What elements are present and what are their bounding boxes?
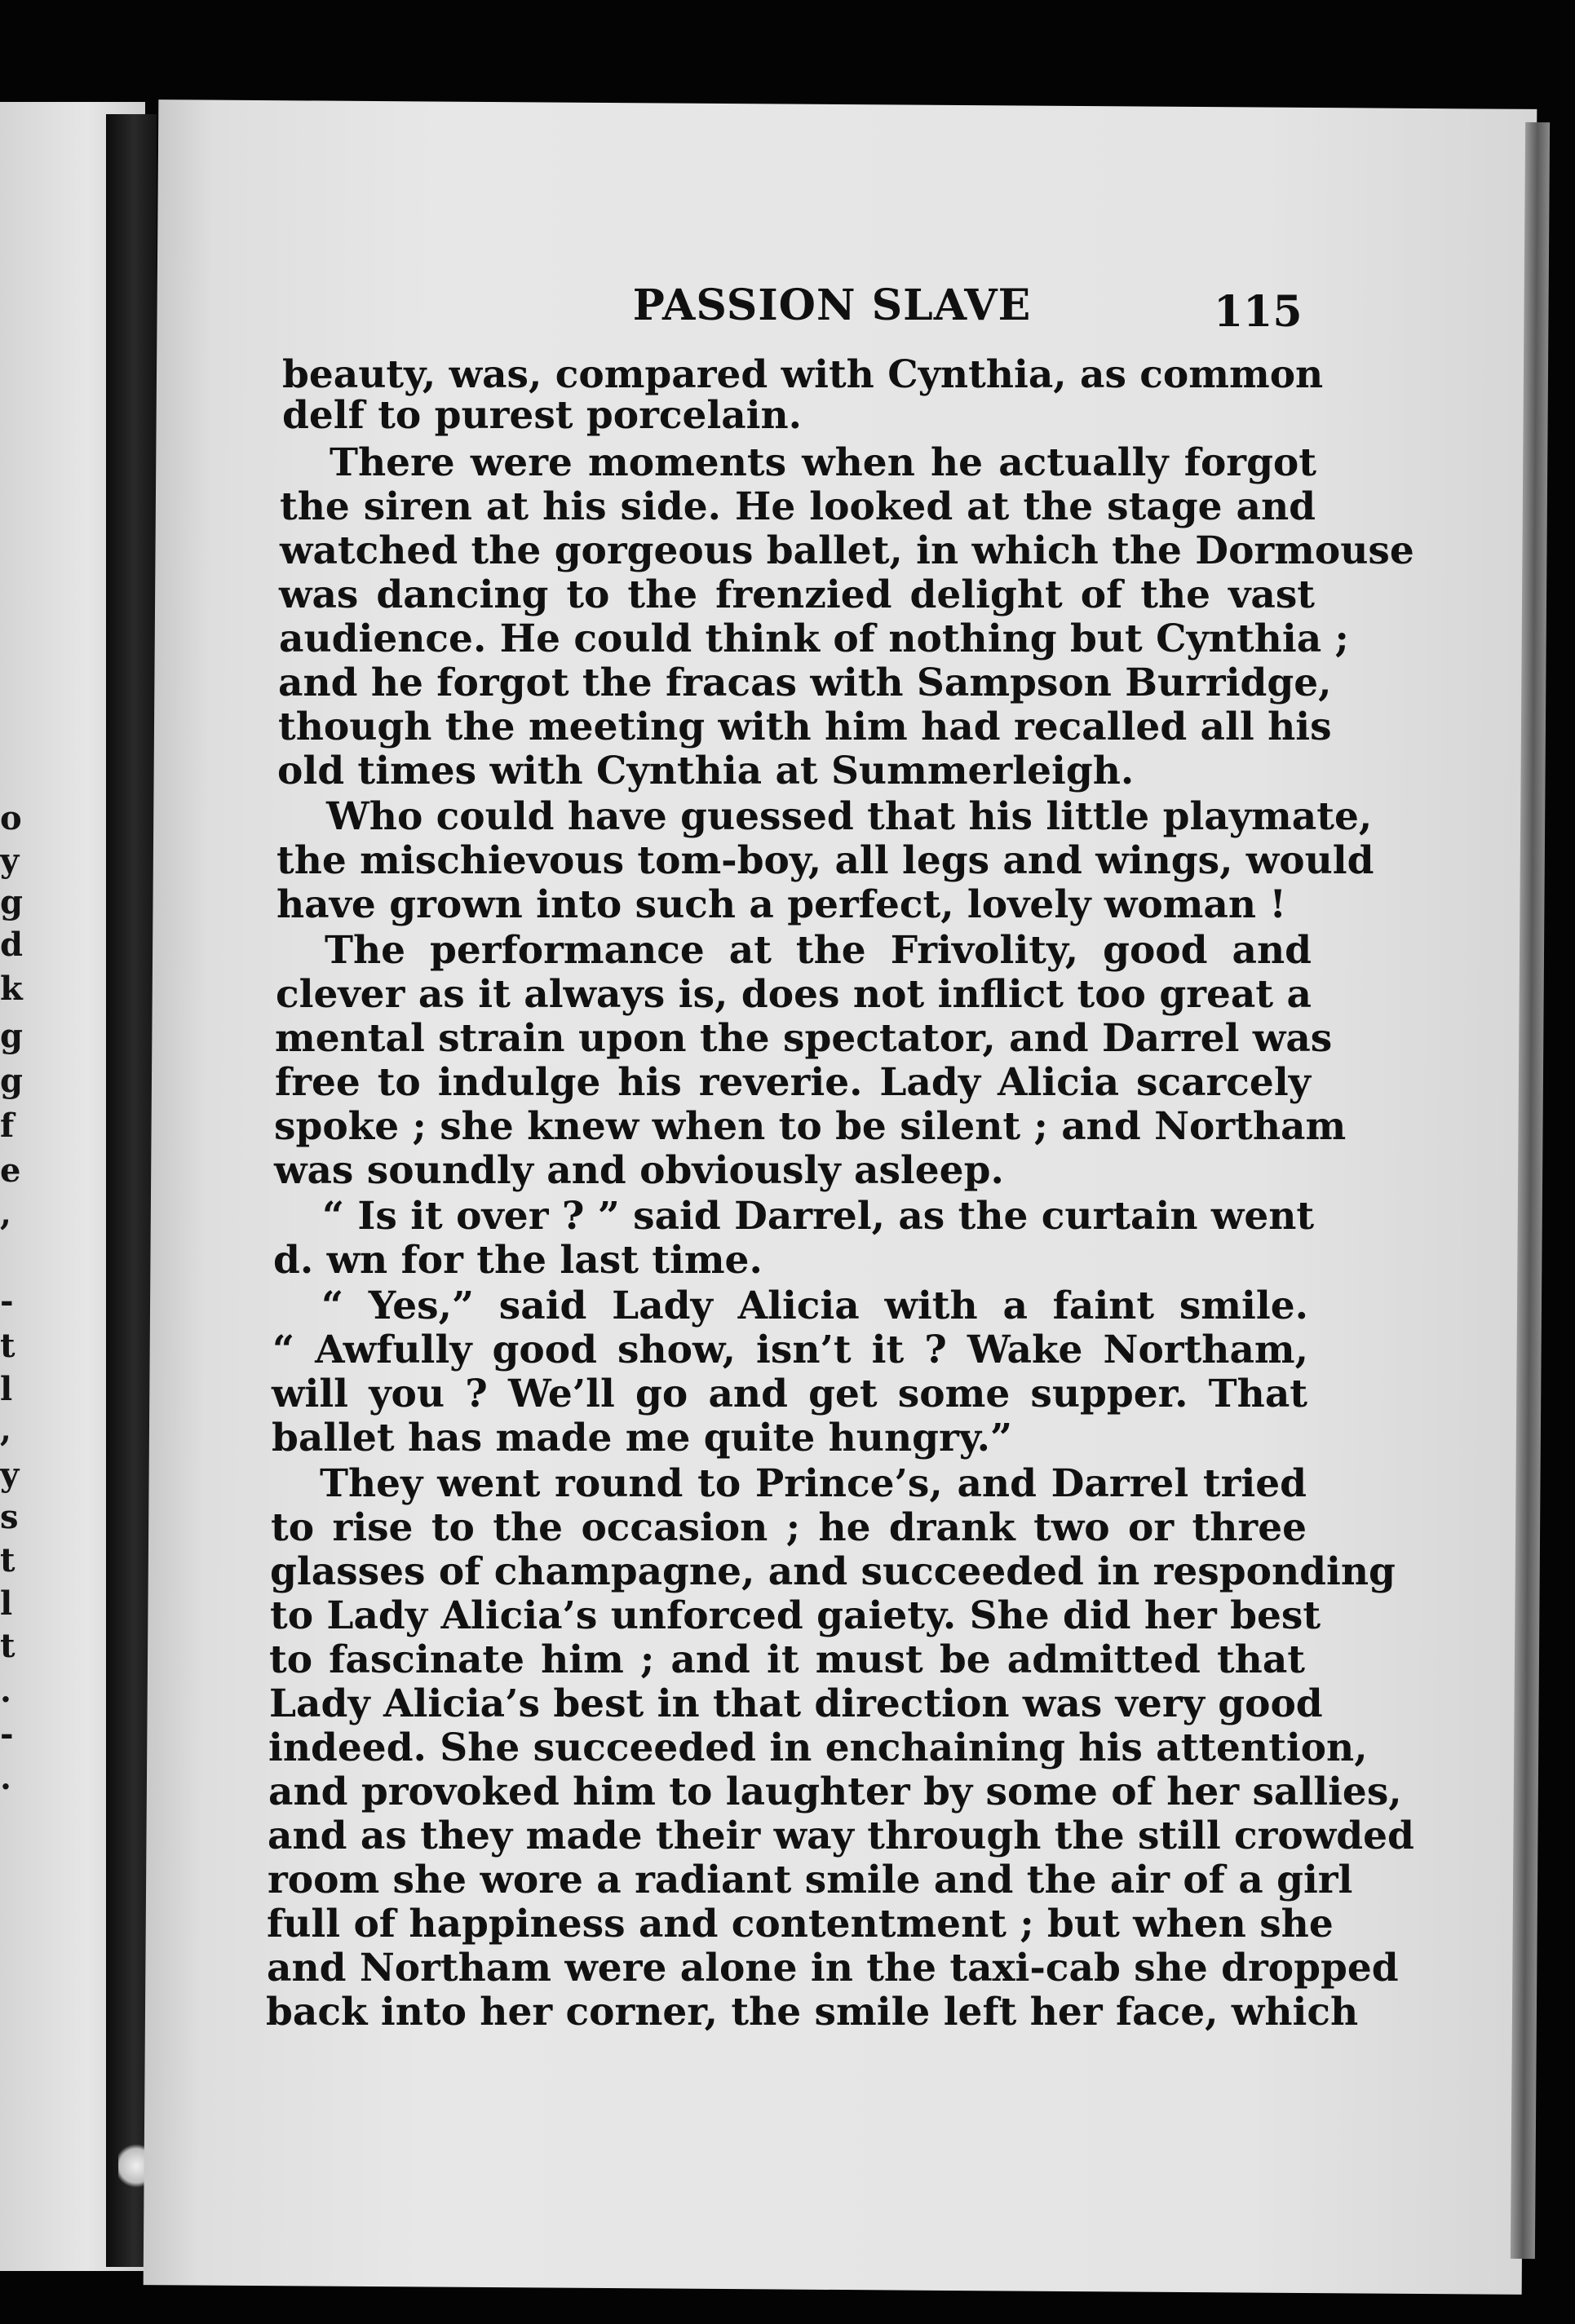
text-line: will you ? We’ll go and get some supper. That — [272, 1372, 1307, 1416]
text-line: and as they made their way through the still crowded — [268, 1814, 1414, 1858]
text-line: was dancing to the frenzied delight of the vast — [279, 572, 1315, 617]
text-line: watched the gorgeous ballet, in which the Dormouse — [280, 528, 1414, 573]
text-line: and provoked him to laughter by some of her sallies, — [268, 1770, 1402, 1814]
left-page-fragment: t — [0, 1327, 15, 1365]
text-line: ballet has made me quite hungry.” — [272, 1416, 1013, 1460]
text-line: delf to purest porcelain. — [282, 393, 803, 438]
left-page-fragment: e — [0, 1151, 21, 1190]
text-line: the siren at his side. He looked at the stage and — [280, 484, 1316, 529]
left-page-fragment: l — [0, 1584, 13, 1623]
text-line: The performance at the Frivolity, good and — [325, 928, 1312, 973]
text-line: the mischievous tom-boy, all legs and wings, would — [277, 838, 1374, 883]
left-page-fragment: s — [0, 1498, 19, 1536]
left-page-fragment: k — [0, 970, 23, 1008]
left-page-fragment: . — [0, 1672, 11, 1710]
text-line: Who could have guessed that his little playmate, — [326, 794, 1373, 839]
left-page-fragment: o — [0, 799, 22, 837]
running-head: PASSION SLAVE — [632, 281, 1032, 330]
left-page-fragment: y — [0, 842, 20, 880]
text-line: “ Awfully good show, isn’t it ? Wake Northam, — [272, 1328, 1308, 1372]
text-line: and he forgot the fracas with Sampson Burridge, — [278, 661, 1332, 705]
text-line: They went round to Prince’s, and Darrel tried — [320, 1461, 1307, 1506]
left-page-fragment: g — [0, 883, 23, 921]
text-line: clever as it always is, does not inflict too great a — [276, 972, 1312, 1017]
page-number: 115 — [1214, 287, 1303, 337]
left-page-fragment: - — [0, 1715, 14, 1753]
left-page-fragment: . — [0, 1759, 11, 1797]
left-page-fragment: f — [0, 1107, 15, 1145]
text-line: and Northam were alone in the taxi-cab she dropped — [267, 1946, 1399, 1990]
text-line: old times with Cynthia at Summerleigh. — [277, 749, 1135, 793]
text-line: back into her corner, the smile left her face, which — [266, 1990, 1359, 2035]
left-page-fragment: y — [0, 1456, 20, 1494]
left-page-fragment: g — [0, 1062, 23, 1100]
text-line: Lady Alicia’s best in that direction was very good — [269, 1681, 1323, 1726]
left-page-fragment: d — [0, 926, 23, 964]
text-line: room she wore a radiant smile and the air of a girl — [268, 1858, 1353, 1902]
text-line: spoke ; she knew when to be silent ; and Northam — [274, 1104, 1347, 1149]
text-line: glasses of champagne, and succeeded in responding — [270, 1549, 1396, 1594]
text-line: “ Yes,” said Lady Alicia with a faint smile. — [321, 1284, 1308, 1328]
left-page-fragment: t — [0, 1627, 15, 1665]
text-line: beauty, was, compared with Cynthia, as common — [282, 352, 1324, 397]
text-line: free to indulge his reverie. Lady Alicia scarcely — [275, 1060, 1311, 1105]
left-page-fragment: - — [0, 1282, 14, 1320]
text-line: d. wn for the last time. — [273, 1238, 763, 1283]
text-line: indeed. She succeeded in enchaining his attention, — [268, 1725, 1368, 1770]
left-page-fragment: l — [0, 1370, 13, 1408]
left-page-fragment: , — [0, 1195, 11, 1233]
left-page-fragment: t — [0, 1541, 15, 1580]
text-line: mental strain upon the spectator, and Darrel was — [275, 1016, 1333, 1061]
left-page-fragment: , — [0, 1411, 11, 1449]
text-line: audience. He could think of nothing but Cynthia ; — [279, 616, 1349, 661]
text-line: There were moments when he actually forgot — [330, 440, 1316, 485]
text-line: to rise to the occasion ; he drank two or three — [271, 1505, 1307, 1550]
text-line: have grown into such a perfect, lovely woman ! — [277, 882, 1287, 927]
text-line: to fascinate him ; and it must be admitted that — [269, 1637, 1305, 1682]
left-page-fragment: g — [0, 1017, 23, 1055]
text-line: was soundly and obviously asleep. — [274, 1148, 1004, 1193]
text-line: though the meeting with him had recalled all his — [278, 705, 1332, 749]
text-line: to Lady Alicia’s unforced gaiety. She did her best — [270, 1593, 1321, 1638]
text-line: “ Is it over ? ” said Darrel, as the curtain went — [322, 1194, 1315, 1239]
text-line: full of happiness and contentment ; but when she — [267, 1902, 1334, 1946]
